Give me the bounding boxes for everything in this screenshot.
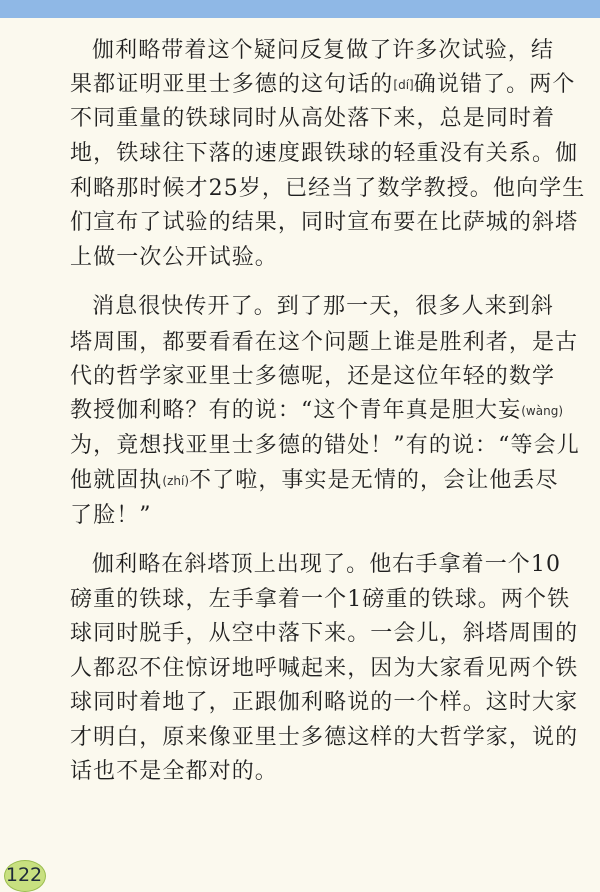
text-line — [70, 721, 580, 755]
text-segment: 了脸！” — [70, 503, 152, 528]
text-line — [70, 360, 580, 394]
text-segment: 地，铁球往下落的速度跟铁球的轻重没有关系。伽 — [70, 141, 579, 166]
text-segment: 确说错了。两个 — [413, 72, 576, 97]
text-line — [70, 617, 580, 651]
text-segment: 代的哲学家亚里士多德呢，还是这位年轻的数学 — [70, 364, 556, 389]
text-line — [70, 137, 580, 171]
text-line — [70, 206, 580, 240]
text-segment: 磅重的铁球，左手拿着一个1磅重的铁球。两个铁 — [70, 587, 571, 612]
text-line — [70, 686, 580, 720]
text-segment: 们宣布了试验的结果，同时宣布要在比萨城的斜塔 — [70, 210, 579, 235]
text-segment: 利略那时候才25岁，已经当了数学教授。他向学生 — [70, 176, 586, 201]
text-segment: 不了啦，事实是无情的，会让他丢尽 — [189, 468, 559, 493]
pinyin-annotation: (zhí) — [162, 474, 190, 488]
page-number-badge — [0, 858, 48, 892]
text-segment: 才明白，原来像亚里士多德这样的大哲学家，说的 — [70, 725, 579, 750]
text-line — [70, 241, 580, 275]
text-segment: 塔周围，都要看看在这个问题上谁是胜利者，是古 — [70, 330, 579, 355]
text-segment: 话也不是全都对的。 — [70, 759, 278, 784]
text-line — [70, 102, 580, 136]
text-segment: 伽利略在斜塔顶上出现了。他右手拿着一个10 — [92, 552, 562, 577]
text-line — [70, 499, 580, 533]
page-number: 122 — [5, 864, 43, 886]
text-segment: 教授伽利略？有的说：“这个青年真是胆大妄 — [70, 398, 522, 423]
text-segment: 为，竟想找亚里士多德的错处！”有的说：“等会儿 — [70, 433, 580, 458]
text-line — [92, 548, 580, 582]
text-line — [70, 583, 580, 617]
text-segment: 消息很快传开了。到了那一天，很多人来到斜 — [92, 294, 555, 319]
text-segment: 球同时着地了，正跟伽利略说的一个样。这时大家 — [70, 690, 579, 715]
pinyin-annotation: (wàng) — [521, 404, 564, 418]
text-segment: 不同重量的铁球同时从高处落下来，总是同时着 — [70, 106, 556, 131]
text-line — [70, 394, 580, 428]
text-line — [70, 652, 580, 686]
pinyin-annotation: [dí] — [393, 78, 414, 92]
text-line — [70, 755, 580, 789]
text-segment: 人都忍不住惊讶地呼喊起来，因为大家看见两个铁 — [70, 656, 579, 681]
text-segment: 球同时脱手，从空中落下来。一会儿，斜塔周围的 — [70, 621, 579, 646]
text-line — [70, 464, 580, 498]
text-segment: 他就固执 — [70, 468, 163, 493]
text-line — [70, 326, 580, 360]
text-line — [70, 68, 580, 102]
text-line — [70, 429, 580, 463]
text-segment: 上做一次公开试验。 — [70, 245, 278, 270]
text-line — [92, 290, 580, 324]
text-segment: 果都证明亚里士多德的这句话的 — [70, 72, 394, 97]
text-segment: 伽利略带着这个疑问反复做了许多次试验，结 — [92, 38, 555, 63]
text-line — [92, 34, 580, 68]
text-line — [70, 172, 586, 206]
